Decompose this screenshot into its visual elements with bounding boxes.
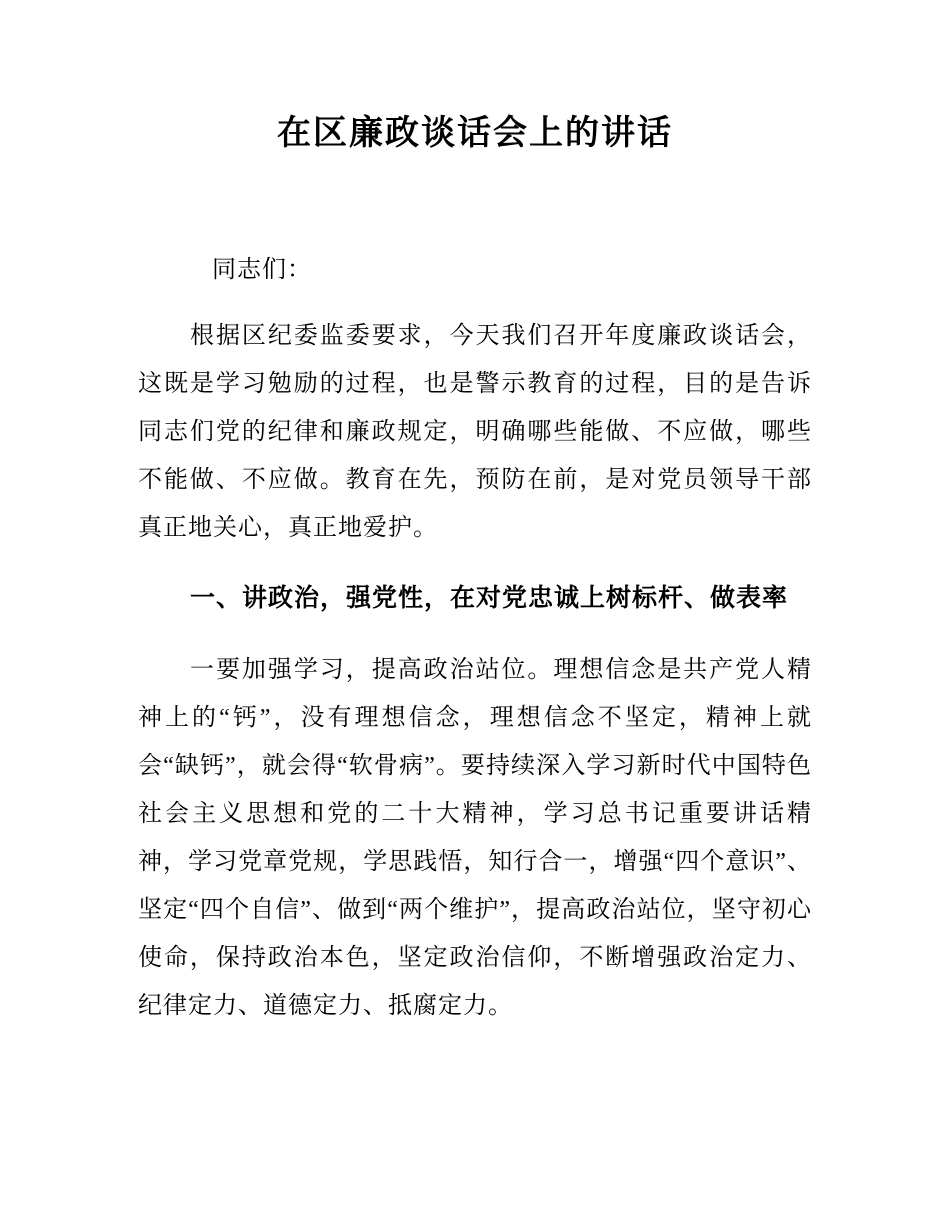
- paragraph-section-1: 一要加强学习，提高政治站位。理想信念是共产党人精神上的“钙”，没有理想信念，理想信念不坚定，精神上就会“缺钙”，就会得“软骨病”。要持续深入学习新时代中国特色社会主义思想和党的二十大精神，学习总书记重要讲话精神，学习党章党规，学思践悟，知行合一，增强“四个意识”、坚定“四个自信”、做到“两个维护”，提高政治站位，坚守初心使命，保持政治本色，坚定政治信仰，不断增强政治定力、纪律定力、道德定力、抵腐定力。: [138, 657, 812, 1019]
- document-title: 在区廉政谈话会上的讲话: [277, 115, 673, 152]
- salutation: 同志们：: [212, 257, 312, 283]
- section-heading-1: 一、讲政治，强党性，在对党忠诚上树标杆、做表率: [190, 584, 789, 612]
- document-content: [138, 0, 812, 1030]
- paragraph-intro: 根据区纪委监委要求，今天我们召开年度廉政谈话会，这既是学习勉励的过程，也是警示教育的过程，目的是告诉同志们党的纪律和廉政规定，明确哪些能做、不应做，哪些不能做、不应做。教育在先，预防在前，是对党员领导干部真正地关心，真正地爱护。: [138, 323, 812, 541]
